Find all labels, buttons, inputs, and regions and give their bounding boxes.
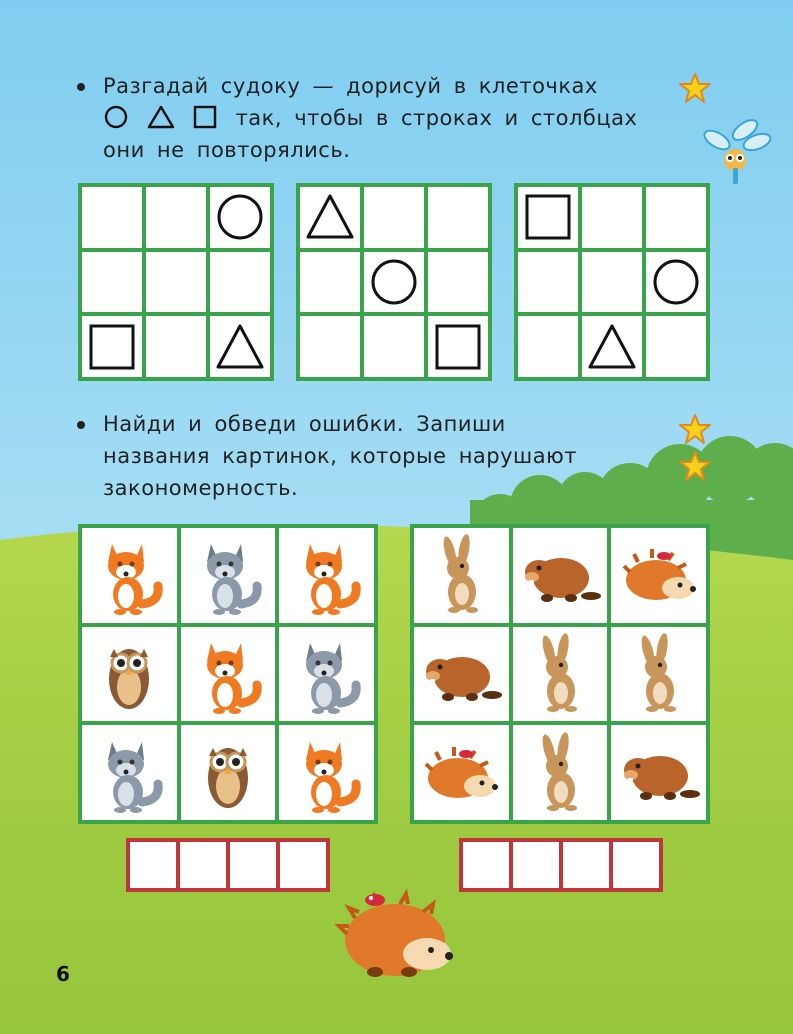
wolf-icon <box>185 532 271 618</box>
star-icon <box>678 413 712 447</box>
sudoku-cell[interactable] <box>582 187 642 248</box>
sudoku-cell[interactable] <box>300 316 360 377</box>
sudoku-grid-2[interactable] <box>296 183 492 381</box>
sudoku-cell[interactable] <box>582 252 642 313</box>
picture-cell[interactable] <box>181 528 276 623</box>
bullet <box>77 83 85 91</box>
sudoku-cell[interactable] <box>300 252 360 313</box>
sudoku-cell[interactable] <box>146 187 206 248</box>
answer-boxes-2[interactable] <box>459 838 663 892</box>
circle-icon <box>103 105 129 129</box>
sudoku-cell[interactable] <box>364 316 424 377</box>
picture-cell[interactable] <box>82 725 177 820</box>
hare-icon <box>517 631 603 717</box>
letter-box[interactable] <box>563 842 609 888</box>
task-2-line-1: Найди и обведи ошибки. Запиши <box>103 412 506 436</box>
circle-icon <box>369 257 419 307</box>
sudoku-cell[interactable] <box>82 316 142 377</box>
triangle-icon <box>305 192 355 242</box>
star-icon <box>678 72 712 106</box>
sudoku-cell[interactable] <box>364 187 424 248</box>
bullet <box>77 421 85 429</box>
sudoku-cell[interactable] <box>428 316 488 377</box>
picture-cell[interactable] <box>279 725 374 820</box>
picture-cell[interactable] <box>611 627 706 722</box>
letter-box[interactable] <box>180 842 226 888</box>
picture-cell[interactable] <box>414 528 509 623</box>
sudoku-cell[interactable] <box>210 252 270 313</box>
hare-icon <box>616 631 702 717</box>
page-number: 6 <box>56 962 70 986</box>
task-2-instructions <box>103 408 577 504</box>
task-2-line-2: названия картинок, которые нарушают <box>103 444 578 468</box>
triangle-icon <box>147 105 175 129</box>
beaver-icon <box>517 532 603 618</box>
beaver-icon <box>616 730 702 816</box>
square-icon <box>87 322 137 372</box>
letter-box[interactable] <box>280 842 326 888</box>
sudoku-cell[interactable] <box>646 187 706 248</box>
picture-cell[interactable] <box>279 627 374 722</box>
sudoku-cell[interactable] <box>646 252 706 313</box>
hare-icon <box>418 532 504 618</box>
fox-icon <box>86 532 172 618</box>
square-icon <box>523 192 573 242</box>
sudoku-cell[interactable] <box>646 316 706 377</box>
answer-boxes-1[interactable] <box>126 838 330 892</box>
square-icon <box>193 105 217 129</box>
sudoku-cell[interactable] <box>210 316 270 377</box>
sudoku-cell[interactable] <box>146 252 206 313</box>
sudoku-grid-1[interactable] <box>78 183 274 381</box>
animal-grid-2 <box>410 524 710 824</box>
star-icon <box>678 450 712 484</box>
picture-cell[interactable] <box>82 528 177 623</box>
sudoku-cell[interactable] <box>210 187 270 248</box>
picture-cell[interactable] <box>181 627 276 722</box>
circle-icon <box>651 257 701 307</box>
task-1-line-2-text: так, чтобы в строках и столбцах <box>235 106 638 130</box>
task-1-line-3: они не повторялись. <box>103 138 351 162</box>
hedgehog-icon <box>616 532 702 618</box>
sudoku-cell[interactable] <box>582 316 642 377</box>
fox-icon <box>185 631 271 717</box>
wolf-icon <box>284 631 370 717</box>
picture-cell[interactable] <box>181 725 276 820</box>
animal-grid-1 <box>78 524 378 824</box>
owl-icon <box>86 631 172 717</box>
sudoku-cell[interactable] <box>300 187 360 248</box>
picture-cell[interactable] <box>414 627 509 722</box>
sudoku-cell[interactable] <box>364 252 424 313</box>
letter-box[interactable] <box>230 842 276 888</box>
task-1-line-1: Разгадай судоку — дорисуй в клеточках <box>103 74 598 98</box>
sudoku-cell[interactable] <box>146 316 206 377</box>
sudoku-cell[interactable] <box>428 252 488 313</box>
sudoku-grid-3[interactable] <box>514 183 710 381</box>
hedgehog-icon <box>418 730 504 816</box>
circle-icon <box>215 192 265 242</box>
triangle-icon <box>215 322 265 372</box>
sudoku-cell[interactable] <box>518 187 578 248</box>
picture-cell[interactable] <box>279 528 374 623</box>
sudoku-cell[interactable] <box>518 252 578 313</box>
letter-box[interactable] <box>130 842 176 888</box>
picture-cell[interactable] <box>611 725 706 820</box>
task-2-line-3: закономерность. <box>103 476 299 500</box>
picture-cell[interactable] <box>414 725 509 820</box>
task-1-instructions <box>103 70 637 166</box>
picture-cell[interactable] <box>611 528 706 623</box>
square-icon <box>433 322 483 372</box>
picture-cell[interactable] <box>513 528 608 623</box>
picture-cell[interactable] <box>513 725 608 820</box>
owl-icon <box>185 730 271 816</box>
picture-cell[interactable] <box>513 627 608 722</box>
letter-box[interactable] <box>613 842 659 888</box>
hare-icon <box>517 730 603 816</box>
beaver-icon <box>418 631 504 717</box>
sudoku-cell[interactable] <box>518 316 578 377</box>
sudoku-cell[interactable] <box>82 187 142 248</box>
sudoku-cell[interactable] <box>82 252 142 313</box>
fox-icon <box>284 532 370 618</box>
sudoku-cell[interactable] <box>428 187 488 248</box>
triangle-icon <box>587 322 637 372</box>
task-1-line-2 <box>103 102 637 134</box>
fox-icon <box>284 730 370 816</box>
letter-box[interactable] <box>513 842 559 888</box>
letter-box[interactable] <box>463 842 509 888</box>
wolf-icon <box>86 730 172 816</box>
picture-cell[interactable] <box>82 627 177 722</box>
